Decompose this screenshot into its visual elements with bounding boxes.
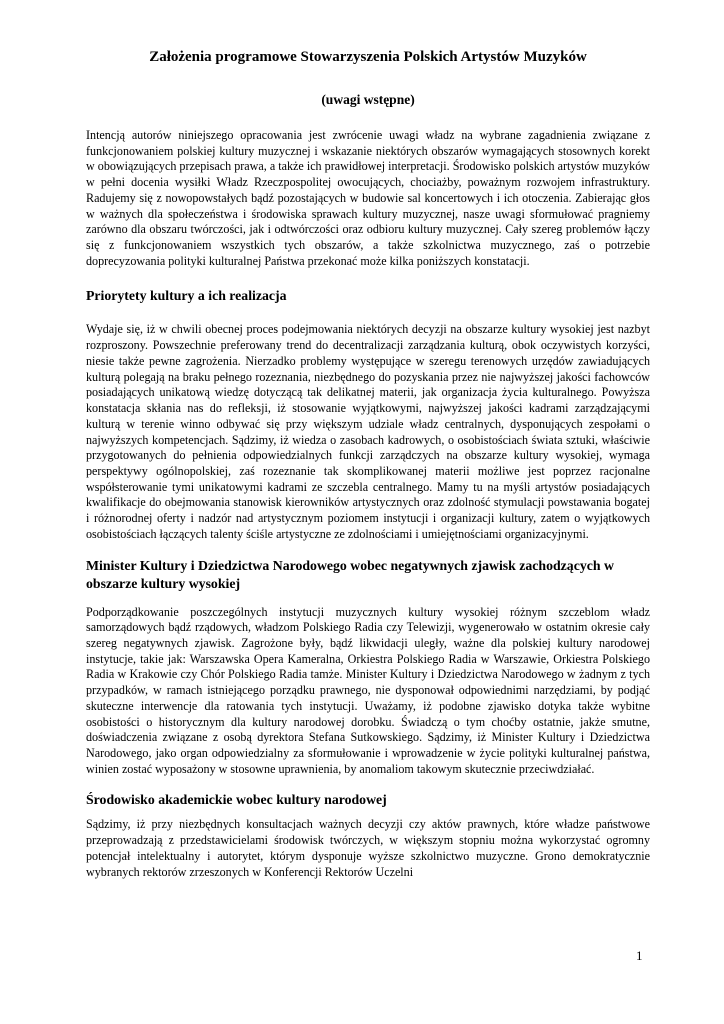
document-title: Założenia programowe Stowarzyszenia Polskich Artystów Muzyków bbox=[149, 49, 587, 65]
document-page bbox=[86, 48, 650, 880]
intro-paragraph: Intencją autorów niniejszego opracowania jest zwrócenie uwagi władz na wybrane zagadnienia związane z funkcjonowaniem polskiej kultury muzycznej i wskazanie niektórych obszarów wymagających stosownych korekt w obowiązujących przepisach prawa, a także ich prawidłowej interpretacji. Środowisko polskich artystów muzyków w pełni docenia wysiłki Władz Rzeczpospolitej owocujących, chociażby, poważnym rozwojem infrastruktury. Radujemy się z nowopowstałych bądź pozostających w budowie sal koncertowych i ich otoczenia. Zabierając głos w ważnych dla społeczeństwa i środowiska sprawach kultury muzycznej, nasze uwagi sformułować pragniemy zarówno dla obszaru twórczości, jak i odtwórczości oraz odbioru kultury muzycznej. Cały szereg problemów łączy się z funkcjonowaniem wszystkich tych obszarów, a także szkolnictwa muzycznego, zaś o potrzebie doprecyzowania polityki kulturalnej Państwa przekonać może kilka poniższych konstatacji. bbox=[86, 128, 650, 268]
section-heading-priorities: Priorytety kultury a ich realizacja bbox=[86, 288, 287, 304]
section-text-priorities: Wydaje się, iż w chwili obecnej proces podejmowania niektórych decyzji na obszarze kultury wysokiej jest nazbyt rozproszony. Powszechnie preferowany trend do decentralizacji zarządzania kulturą, obok oczywistych korzyści, niesie także pewne zagrożenia. Nierzadko problemy występujące w szeregu terenowych urzędów zawiadujących kulturą polegają na braku pełnego rozeznania, niezbędnego do pozyskania przez nie najwyższej jakości fachowców posiadających unikatową wiedzę dotyczącą tak delikatnej materii, jak organizacja życia kulturalnego. Powyższa konstatacja skłania nas do refleksji, iż stosowanie wyjątkowymi, najwyższej jakości kadrami zarządzającymi kulturą w terenie winno odbywać się przy większym udziale władz centralnych, dysponujących zespołami o najwyższych kompetencjach. Sądzimy, iż wiedza o zasobach kadrowych, o osobistościach świata sztuki, właściwie przygotowanych do pełnienia odpowiedzialnych funkcji zarządczych na obszarze kultury wysokiej, wymaga perspektywy ogólnopolskiej, zaś rozeznanie tak skomplikowanej materii możliwe jest poprzez racjonalne współsterowanie tymi unikatowymi kadrami ze szczebla centralnego. Mamy tu na myśli artystów posiadających kwalifikacje do obejmowania stanowisk kierowników artystycznych oraz zdolność stymulacji powstawania bogatej i różnorodnej oferty i nadzór nad artystycznym poziomem instytucji i organizacji kultury, zatem o wyjątkowych osobistościach łączących talenty ściśle artystyczne ze zdolnościami i umiejętnościami organizacyjnymi. bbox=[86, 322, 650, 541]
section-heading-minister: Minister Kultury i Dziedzictwa Narodowego wobec negatywnych zjawisk zachodzących w obszarze kultury wysokiej bbox=[86, 557, 614, 591]
section-heading-academic: Środowisko akademickie wobec kultury narodowej bbox=[86, 792, 387, 808]
page-number: 1 bbox=[636, 948, 643, 963]
document-subtitle: (uwagi wstępne) bbox=[321, 92, 415, 107]
section-text-minister: Podporządkowanie poszczególnych instytucji muzycznych kultury wysokiej różnym szczeblom władz samorządowych bądź rządowych, władzom Polskiego Radia czy Telewizji, wygenerowało w ostatnim okresie cały szereg negatywnych zjawisk. Zagrożone były, bądź likwidacji uległy, ważne dla polskiej kultury narodowej instytucje, takie jak: Warszawska Opera Kameralna, Orkiestra Polskiego Radia w Warszawie, Orkiestra Polskiego Radia w Krakowie czy Chór Polskiego Radia tamże. Minister Kultury i Dziedzictwa Narodowego w żadnym z tych przypadków, w ramach istniejącego porządku prawnego, nie dysponował odpowiednimi narzędziami, by podjąć skuteczne interwencje dla ratowania tych instytucji. Uważamy, iż podobne zjawisko dotyka także wybitne osobistości o historycznym dla kultury narodowej dorobku. Świadczą o tym choćby ostatnie, jakże smutne, doświadczenia związane z osobą dyrektora Stefana Sutkowskiego. Sądzimy, iż Minister Kultury i Dziedzictwa Narodowego, jako organ odpowiedzialny za sformułowanie i wprowadzenie w życie polityki kulturalnej państwa, winien zostać wyposażony w stosowne uprawnienia, by anomaliom takowym skutecznie przeciwdziałać. bbox=[86, 604, 650, 776]
section-text-academic: Sądzimy, iż przy niezbędnych konsultacjach ważnych decyzji czy aktów prawnych, które władze państwowe przeprowadzają z przedstawicielami środowisk twórczych, w większym stopniu można wykorzystać ogromny potencjał intelektualny i autorytet, którym dysponuje wyższe szkolnictwo muzyczne. Grono demokratycznie wybranych rektorów zrzeszonych w Konferencji Rektorów Uczelni bbox=[86, 817, 650, 879]
